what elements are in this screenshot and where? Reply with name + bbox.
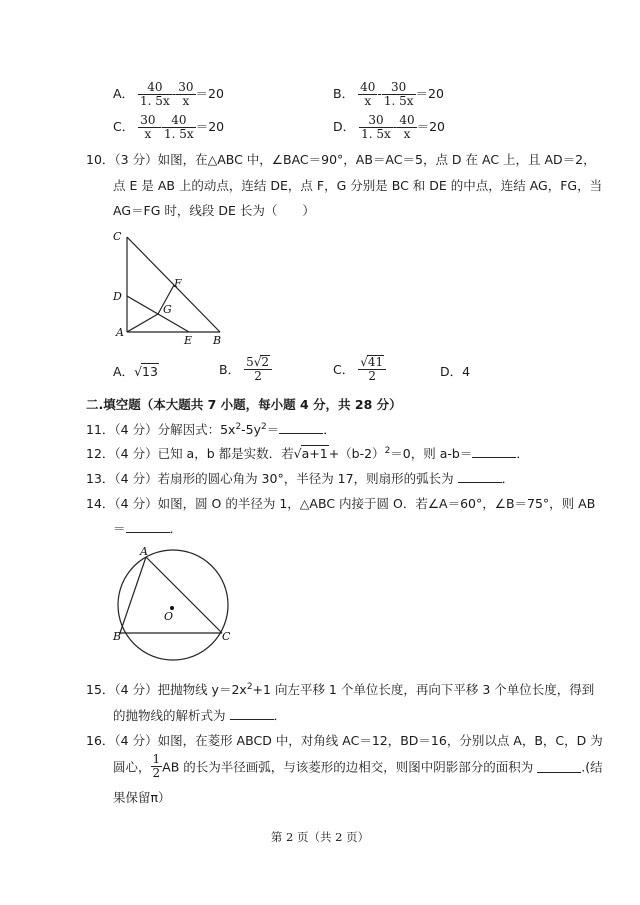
fraction: $\frac{40}{x}$ [399, 113, 415, 141]
label-e: E [184, 334, 193, 347]
answer-blank [537, 760, 581, 773]
page-footer: 第 2 页（共 2 页） [270, 830, 370, 844]
q14-line2: ＝ ． [113, 521, 183, 536]
q10-line2: 点 E 是 AB 上的动点，连结 DE，点 F，G 分别是 BC 和 DE 的中点，连结 AG，FG，当 [113, 178, 603, 193]
q14-line1: 14．（4 分）如图，圆 O 的半径为 1，△ABC 内接于圆 O．若∠A＝60°，∠B＝75°，则 AB [86, 496, 596, 511]
label-g: G [163, 303, 172, 316]
label-b: B [213, 334, 222, 347]
q10-option-c: C． $\frac{√41}{2}$ [333, 355, 386, 383]
label-a: A [116, 326, 124, 339]
label-a: A [140, 545, 148, 558]
fraction: $\frac{40}{1. 5x}$ [164, 113, 194, 141]
fraction: $\frac{1}{2}$ [152, 752, 161, 780]
label-o: O [164, 610, 174, 623]
fraction: $\frac{30}{x}$ [140, 113, 156, 141]
q10-option-a: A．√13 [113, 364, 158, 379]
q10-line3: AG＝FG 时，线段 DE 长为（ ） [113, 203, 315, 218]
label-f: F [174, 277, 182, 290]
q9-option-a: A． $\frac{40}{1. 5x}$ - $\frac{30}{x}$ ＝20 [113, 80, 224, 108]
fraction: $\frac{40}{x}$ [360, 80, 376, 108]
answer-blank [458, 470, 502, 483]
q13: 13．（4 分）若扇形的圆心角为 30°，半径为 17，则扇形的弧长为 ． [86, 471, 515, 486]
q10-triangle-figure [108, 226, 233, 348]
answer-blank [472, 445, 516, 458]
q10-line1: 10．（3 分）如图，在△ABC 中，∠BAC＝90°，AB＝AC＝5，点 D 在 AC 上，且 AD＝2， [86, 152, 596, 167]
label-c: C [113, 230, 122, 243]
q11: 11．（4 分）分解因式：$5x^2-5y^2=$ ． [86, 421, 336, 437]
q14-circle-figure [108, 544, 238, 670]
fraction: $\frac{30}{1. 5x}$ [383, 80, 414, 108]
section-title: 二.填空题（本大题共 7 小题，每小题 4 分，共 28 分） [86, 397, 402, 412]
q12: 12．（4 分）已知 a，b 都是实数．若$√a+1+(b-2)^2=0$，则 a-b＝ ． [86, 445, 529, 461]
fraction: $\frac{40}{1. 5x}$ [140, 80, 170, 108]
label-d: D [113, 290, 122, 303]
fraction: $\frac{30}{1. 5x}$ [361, 113, 391, 141]
fraction: $\frac{30}{x}$ [178, 80, 194, 108]
q16-line1: 16．（4 分）如图，在菱形 ABCD 中，对角线 AC＝12，BD＝16，分别以点 A，B，C，D 为 [86, 733, 603, 748]
q16-line3: 果保留π） [113, 790, 171, 805]
answer-blank [279, 421, 323, 434]
q15-line1: 15．（4 分）把抛物线 $y=2x^2+1$ 向左平移 1 个单位长度，再向下平移 3 个单位长度，得到 [86, 681, 595, 697]
q9-option-b: B． $\frac{40}{x}$ - $\frac{30}{1. 5x}$ ＝20 [333, 80, 444, 108]
q10-option-b: B． $\frac{5√2}{2}$ [219, 355, 272, 383]
answer-blank [230, 707, 274, 720]
q10-option-d: D．4 [440, 364, 471, 379]
q15-line2: 的抛物线的解析式为 ． [113, 708, 287, 723]
answer-blank [126, 520, 170, 533]
q9-option-d: D． $\frac{30}{1. 5x}$ - $\frac{40}{x}$ ＝20 [333, 113, 445, 141]
label-c: C [222, 630, 231, 643]
label-b: B [113, 630, 122, 643]
q16-line2: 圆心， $\frac{1}{2}$ AB 的长为半径画弧，与该菱形的边相交，则图中阴影部分的面积为 .(结 [113, 752, 603, 780]
q9-option-c: C． $\frac{30}{x}$ - $\frac{40}{1. 5x}$ ＝20 [113, 113, 225, 141]
